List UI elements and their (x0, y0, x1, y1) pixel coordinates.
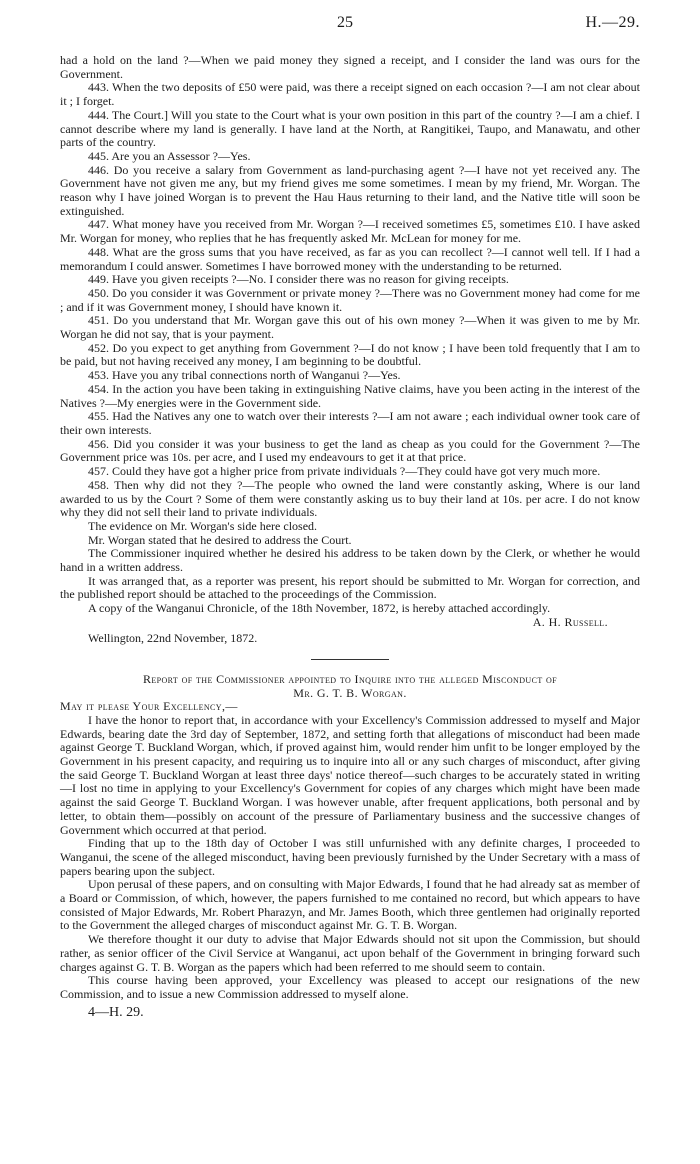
section-divider (311, 659, 389, 660)
evidence-paragraph: A copy of the Wanganui Chronicle, of the 18th November, 1872, is hereby attached accordingly. (88, 601, 551, 616)
evidence-paragraph: It was arranged that, as a reporter was present, his report should be submitted to Mr. Worgan for correction, and the published report should be attached to the proceedings of the Commission. (60, 573, 640, 602)
evidence-paragraph: The evidence on Mr. Worgan's side here closed. (88, 518, 318, 533)
evidence-paragraph: 450. Do you consider it was Government or private money ?—There was no Government money had come for me ; and if it was Government money, I should have known it. (60, 285, 640, 314)
report-paragraph: This course having been approved, your Excellency was pleased to accept our resignations of the new Commission, and to issue a new Commission addressed to myself alone. (60, 973, 640, 1001)
report-paragraph: Upon perusal of these papers, and on consulting with Major Edwards, I found that he had already sat as member of a Board or Commission, of which, however, the papers furnished to me contained no record, but which appears to have consisted of Major Edwards, Mr. Robert Pharazyn, and Mr. James Booth, which three gentlemen had originally reported to the Government the alleged charges of misconduct against Mr. G. T. B. Worgan. (60, 877, 640, 933)
report-paragraph: Finding that up to the 18th day of October I was still unfurnished with any definite charges, I proceeded to Wanganui, the scene of the alleged misconduct, having been previously furnished by the Under Secretary with a mass of papers bearing upon the subject. (60, 836, 640, 878)
evidence-paragraph: 453. Have you any tribal connections north of Wanganui ?—Yes. (88, 368, 401, 383)
evidence-paragraph: 446. Do you receive a salary from Government as land-purchasing agent ?—I have not yet received any. The Government have not given me any, but my friend gives me some sometimes. I mean by my friend, Mr. Worgan. The reason why I have joined Worgan is to prevent the Hau Haus returning to their land, and the Native title will soon be extinguished. (60, 162, 640, 218)
evidence-paragraph: 452. Do you expect to get anything from Government ?—I do not know ; I have been told frequently that I am to be paid, but not having received any money, I am beginning to be doubtful. (60, 340, 640, 369)
document-page (60, 14, 640, 1019)
evidence-paragraph: 447. What money have you received from Mr. Worgan ?—I received sometimes £5, sometimes £10. I have asked Mr. Worgan for money, who replies that he has frequently asked Mr. McLean for money for me. (60, 217, 640, 246)
evidence-paragraph: 458. Then why did not they ?—The people who owned the land were constantly asking, Where is our land awarded to us by the Court ? Some of them were constantly asking us to buy their land at 10s. per acre. I do not know why they did not sell their land to private individuals. (60, 477, 640, 520)
evidence-paragraph: had a hold on the land ?—When we paid money they signed a receipt, and I consider the land was ours for the Government. (60, 53, 640, 81)
signature: A. H. Russell. (532, 614, 608, 629)
evidence-paragraph: The Commissioner inquired whether he desired his address to be taken down by the Clerk, or whether he would hand in a written address. (60, 546, 640, 575)
document-body (60, 54, 640, 1019)
evidence-paragraph: 451. Do you understand that Mr. Worgan gave this out of his own money ?—When it was given to me by Mr. Worgan he did not say, that is your payment. (60, 313, 640, 342)
report-paragraph: I have the honor to report that, in accordance with your Excellency's Commission addressed to myself and Major Edwards, bearing date the 3rd day of September, 1872, and setting forth that allegations of misconduct had been made against George T. Buckland Worgan, which, if proved against him, would render him unfit to be longer employed by the Government in his present capacity, and requiring us to inquire into all or any such charges of misconduct, after giving the said George T. Buckland Worgan at least three days' notice thereof—such charges to be accurately stated in writing—I lost no time in applying to your Excellency's Government for copies of any charges which might have been made against the said George T. Buckland Worgan. I was however unable, after frequent applications, both personal and by letter, to obtain them—possibly on account of the pressure of Parliamentary business and the successive changes of Government which occurred at that period. (60, 712, 640, 837)
page-header (60, 14, 640, 54)
evidence-paragraph: 443. When the two deposits of £50 were paid, was there a receipt signed on each occasion ?—I am not clear about it ; I forget. (60, 80, 640, 109)
evidence-paragraph: 454. In the action you have been taking in extinguishing Native claims, have you been acting in the interest of the Natives ?—My energies were in the Government side. (60, 381, 640, 410)
evidence-paragraph: 449. Have you given receipts ?—No. I consider there was no reason for giving receipts. (88, 272, 509, 287)
document-reference: H.—29. (585, 14, 640, 31)
evidence-paragraph: 456. Did you consider it was your business to get the land as cheap as you could for the Government ?—The Government price was 10s. per acre, and I used my endeavours to get it at that price. (60, 436, 640, 465)
evidence-paragraph: 445. Are you an Assessor ?—Yes. (88, 148, 251, 163)
evidence-paragraph: Mr. Worgan stated that he desired to address the Court. (88, 532, 352, 547)
salutation: May it please Your Excellency,— (60, 699, 238, 714)
page-footer: 4—H. 29. (88, 1004, 144, 1020)
report-paragraph: We therefore thought it our duty to advise that Major Edwards should not sit upon the Commission, but should rather, as senior officer of the Civil Service at Wanganui, act upon behalf of the Government in bringing forward such charges against G. T. B. Worgan as the papers which had been referred to me should seem to contain. (60, 932, 640, 974)
page-number: 25 (337, 14, 353, 31)
evidence-paragraph: 444. The Court.] Will you state to the Court what is your own position in this part of the country ?—I am a chief. I cannot describe where my land is generally. I have land at the North, at Rangitikei, Taupo, and Manawatu, and other parts of the country. (60, 107, 640, 150)
evidence-paragraph: 455. Had the Natives any one to watch over their interests ?—I am not aware ; each individual owner took care of their own interests. (60, 409, 640, 437)
evidence-paragraph: 448. What are the gross sums that you have received, as far as you can recollect ?—I cannot well tell. If I had a memorandum I could answer. Sometimes I have borrowed money with the understanding to be returned. (60, 244, 640, 273)
report-title-line-1: Report of the Commissioner appointed to Inquire into the alleged Misconduct of (142, 672, 558, 687)
evidence-paragraph: 457. Could they have got a higher price from private individuals ?—They could have got very much more. (88, 464, 601, 479)
date-line: Wellington, 22nd November, 1872. (88, 630, 258, 645)
report-title (60, 672, 640, 700)
report-title-line-2: Mr. G. T. B. Worgan. (293, 686, 407, 701)
